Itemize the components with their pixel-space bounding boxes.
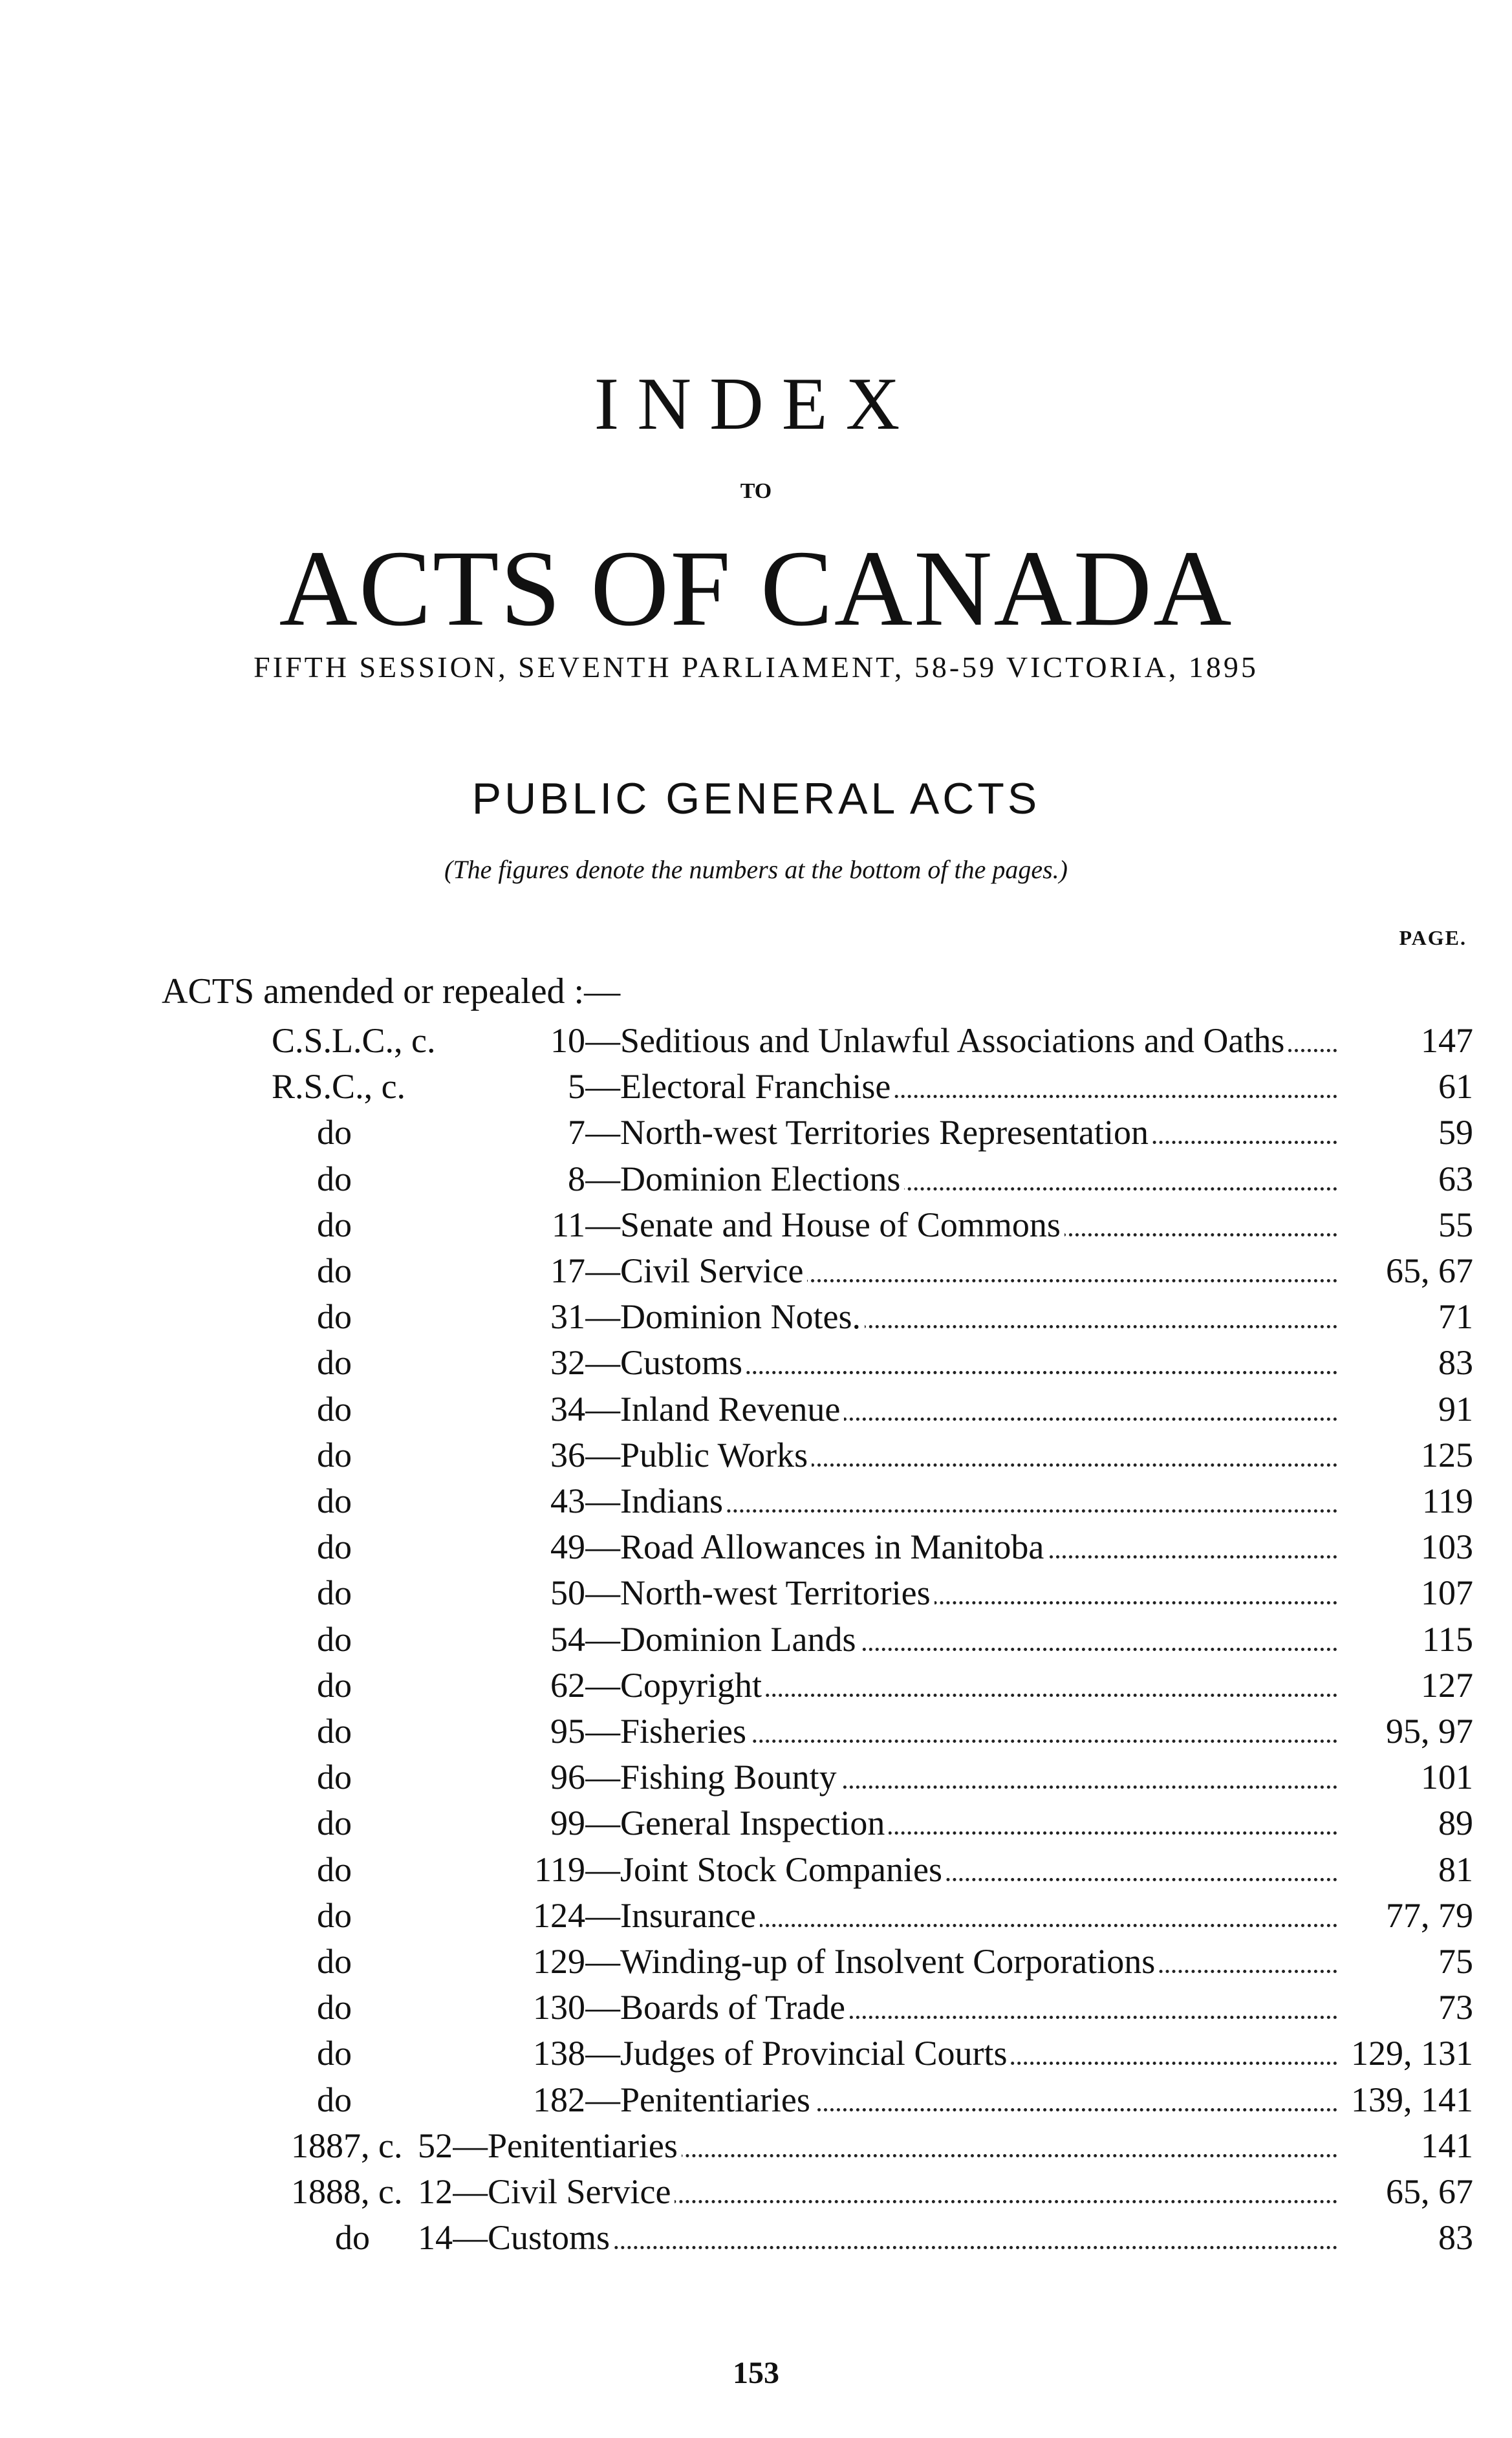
entry-title: —Public Works: [585, 1436, 812, 1474]
entry-statute: do: [335, 2218, 370, 2258]
index-title: INDEX: [594, 363, 918, 446]
entry-title: —North-west Territories Representation: [585, 1113, 1152, 1152]
index-entry: [0, 1616, 1512, 1663]
entry-chapter: 31: [550, 1297, 585, 1337]
entry-chapter: 52: [418, 2126, 453, 2165]
entry-statute: do: [317, 1435, 352, 1474]
entry-statute: do: [317, 1205, 352, 1244]
entry-title-with-leader: [585, 1524, 1337, 1570]
index-entry: [0, 1063, 1512, 1110]
entry-chapter: 8: [568, 1159, 585, 1198]
index-entry: [0, 1017, 1512, 1064]
entry-pages: 115: [1422, 1619, 1473, 1659]
entry-title: —Boards of Trade: [585, 1988, 849, 2027]
entry-title-with-leader: [585, 1386, 1337, 1432]
index-entry: [0, 1754, 1512, 1800]
entry-title: —Inland Revenue: [585, 1390, 844, 1429]
entry-statute: do: [317, 1619, 352, 1659]
acts-of-canada-title: ACTS OF CANADA: [279, 528, 1233, 649]
entry-chapter: 54: [550, 1619, 585, 1659]
entry-title: —Civil Service: [453, 2172, 675, 2211]
entry-pages: 59: [1438, 1113, 1473, 1152]
entry-statute: do: [317, 1159, 352, 1198]
entry-title: —Insurance: [585, 1896, 760, 1935]
entry-pages: 119: [1422, 1482, 1473, 1520]
entry-pages: 139, 141: [1351, 2080, 1473, 2119]
entry-pages: 73: [1438, 1988, 1473, 2027]
index-entry: [0, 1708, 1512, 1754]
entry-title: —General Inspection: [585, 1804, 889, 1842]
entry-title: —Civil Service: [585, 1251, 807, 1290]
entry-chapter: 17: [550, 1251, 585, 1290]
entry-title: —Fishing Bounty: [585, 1758, 841, 1796]
entry-title-with-leader: [585, 1202, 1337, 1248]
entry-pages: 107: [1421, 1573, 1473, 1613]
entry-pages: 101: [1421, 1758, 1473, 1797]
index-entry: [0, 2030, 1512, 2077]
entry-title: —Dominion Elections: [585, 1160, 904, 1198]
entry-statute: do: [317, 1988, 352, 2027]
entry-pages: 129, 131: [1351, 2034, 1473, 2073]
entry-pages: 75: [1438, 1942, 1473, 1981]
entry-statute: do: [317, 1482, 352, 1520]
figures-note: (The figures denote the numbers at the bottom of the pages.): [444, 855, 1068, 884]
entry-title-with-leader: [585, 1570, 1337, 1616]
entry-title-with-leader: [585, 1662, 1337, 1709]
index-entry: [0, 1339, 1512, 1386]
section-heading: ACTS amended or repealed :—: [162, 971, 621, 1011]
entry-title-with-leader: [585, 1156, 1337, 1202]
entry-chapter: 96: [550, 1758, 585, 1797]
entry-title: —Seditious and Unlawful Associations and Oaths: [585, 1021, 1288, 1060]
entry-chapter: 138: [533, 2034, 585, 2073]
entry-chapter: 49: [550, 1527, 585, 1567]
entry-title: —Dominion Lands: [585, 1620, 859, 1659]
entry-title-with-leader: [585, 1478, 1337, 1524]
entry-chapter: 124: [533, 1895, 585, 1935]
index-entry: [0, 1109, 1512, 1156]
entry-statute: R.S.C., c.: [272, 1067, 406, 1106]
index-entry: [0, 1293, 1512, 1340]
entry-title-with-leader: [585, 1293, 1337, 1340]
entry-title-with-leader: [585, 1063, 1337, 1110]
entry-title-with-leader: [585, 1938, 1337, 1985]
entry-title: —Customs: [585, 1343, 746, 1382]
entry-statute: do: [317, 1343, 352, 1383]
entry-statute: do: [317, 1113, 352, 1152]
entry-chapter: 95: [550, 1712, 585, 1751]
entry-title: —Penitentiaries: [453, 2126, 682, 2165]
index-entry: [0, 1846, 1512, 1893]
entry-title-with-leader: [585, 1892, 1337, 1939]
entry-pages: 63: [1438, 1159, 1473, 1198]
entry-statute: do: [317, 1665, 352, 1705]
entry-chapter: 34: [550, 1389, 585, 1429]
entry-title: —Customs: [453, 2218, 614, 2257]
public-general-acts-heading: PUBLIC GENERAL ACTS: [471, 774, 1041, 823]
entry-chapter: 7: [568, 1113, 585, 1152]
index-entry: [0, 2077, 1512, 2123]
entry-title-with-leader: [585, 1616, 1337, 1663]
entry-statute: 1887, c.: [291, 2126, 403, 2165]
entry-title: —Judges of Provincial Courts: [585, 2034, 1011, 2073]
entry-title-with-leader: [585, 1109, 1337, 1156]
entry-chapter: 11: [552, 1205, 585, 1244]
entry-title-with-leader: [585, 1754, 1337, 1800]
entry-pages: 147: [1421, 1021, 1473, 1060]
index-entry: [0, 2168, 1512, 2215]
entry-title-with-leader: [453, 2214, 1337, 2261]
page-column-label: PAGE.: [1399, 926, 1467, 949]
entry-pages: 71: [1438, 1297, 1473, 1337]
index-entry: [0, 1247, 1512, 1294]
entry-statute: do: [317, 1804, 352, 1843]
entry-title: —Copyright: [585, 1666, 766, 1705]
entry-title-with-leader: [585, 1984, 1337, 2031]
entry-statute: 1888, c.: [291, 2172, 403, 2211]
entry-chapter: 36: [550, 1435, 585, 1474]
entry-chapter: 43: [550, 1482, 585, 1520]
index-entry: [0, 2214, 1512, 2261]
entry-chapter: 14: [418, 2218, 453, 2258]
index-entry: [0, 1524, 1512, 1570]
index-entry: [0, 1386, 1512, 1432]
entry-title: —Senate and House of Commons: [585, 1205, 1064, 1244]
entry-chapter: 50: [550, 1573, 585, 1613]
entry-chapter: 5: [568, 1067, 585, 1106]
entry-statute: do: [317, 1850, 352, 1889]
entry-pages: 65, 67: [1386, 2172, 1473, 2211]
entry-title-with-leader: [585, 1846, 1337, 1893]
entry-statute: do: [317, 1297, 352, 1337]
entry-chapter: 182: [533, 2080, 585, 2119]
entry-pages: 127: [1421, 1665, 1473, 1705]
entry-pages: 141: [1421, 2126, 1473, 2165]
to-label: TO: [740, 479, 772, 503]
entry-title: —Fisheries: [585, 1712, 750, 1751]
entry-pages: 103: [1421, 1527, 1473, 1567]
entry-pages: 81: [1438, 1850, 1473, 1889]
entry-title: —Winding-up of Insolvent Corporations: [585, 1942, 1159, 1981]
entry-title: —Road Allowances in Manitoba: [585, 1527, 1048, 1566]
index-entry: [0, 1938, 1512, 1985]
index-entry: [0, 1202, 1512, 1248]
index-entry: [0, 1662, 1512, 1709]
entry-title-with-leader: [585, 1017, 1337, 1064]
entry-statute: do: [317, 1389, 352, 1429]
index-entry: [0, 1800, 1512, 1846]
index-entry: [0, 2122, 1512, 2169]
entry-chapter: 62: [550, 1665, 585, 1705]
entry-pages: 83: [1438, 2218, 1473, 2258]
entry-pages: 125: [1421, 1435, 1473, 1474]
entry-statute: do: [317, 1895, 352, 1935]
entry-title: —Indians: [585, 1482, 727, 1520]
entry-statute: do: [317, 2080, 352, 2119]
entry-chapter: 129: [533, 1942, 585, 1981]
entry-pages: 77, 79: [1386, 1895, 1473, 1935]
entry-chapter: 119: [534, 1850, 585, 1889]
index-entry: [0, 1156, 1512, 1202]
entry-statute: do: [317, 1712, 352, 1751]
entry-pages: 61: [1438, 1067, 1473, 1106]
entry-pages: 89: [1438, 1804, 1473, 1843]
page-number: 153: [733, 2356, 779, 2390]
entry-chapter: 10: [550, 1021, 585, 1060]
index-entry: [0, 1570, 1512, 1616]
entry-pages: 83: [1438, 1343, 1473, 1383]
entry-pages: 55: [1438, 1205, 1473, 1244]
entry-title-with-leader: [585, 2030, 1337, 2077]
entry-chapter: 12: [418, 2172, 453, 2211]
entry-title: —Electoral Franchise: [585, 1067, 894, 1106]
entry-pages: 65, 67: [1386, 1251, 1473, 1290]
entry-statute: do: [317, 1573, 352, 1613]
entry-statute: do: [317, 1758, 352, 1797]
entry-title: —Penitentiaries: [585, 2080, 814, 2119]
entry-pages: 95, 97: [1386, 1712, 1473, 1751]
entry-title-with-leader: [585, 1708, 1337, 1754]
entry-chapter: 99: [550, 1804, 585, 1843]
entry-statute: do: [317, 1527, 352, 1567]
session-line: FIFTH SESSION, SEVENTH PARLIAMENT, 58-59 VICTORIA, 1895: [254, 651, 1258, 684]
entry-statute: do: [317, 1942, 352, 1981]
entry-title-with-leader: [585, 2077, 1337, 2123]
entry-statute: C.S.L.C., c.: [272, 1021, 436, 1060]
entry-chapter: 32: [550, 1343, 585, 1383]
entry-title-with-leader: [585, 1339, 1337, 1386]
entry-title: —Dominion Notes.: [585, 1297, 865, 1336]
entry-title-with-leader: [453, 2122, 1337, 2169]
entry-chapter: 130: [533, 1988, 585, 2027]
entry-statute: do: [317, 2034, 352, 2073]
entry-title: —Joint Stock Companies: [585, 1850, 946, 1889]
entry-title: —North-west Territories: [585, 1573, 934, 1612]
index-entry: [0, 1478, 1512, 1524]
entry-title-with-leader: [453, 2168, 1337, 2215]
entry-title-with-leader: [585, 1432, 1337, 1478]
entry-pages: 91: [1438, 1389, 1473, 1429]
index-entry: [0, 1984, 1512, 2031]
entry-statute: do: [317, 1251, 352, 1290]
entry-title-with-leader: [585, 1800, 1337, 1846]
index-entry: [0, 1892, 1512, 1939]
index-entry: [0, 1432, 1512, 1478]
entry-title-with-leader: [585, 1247, 1337, 1294]
